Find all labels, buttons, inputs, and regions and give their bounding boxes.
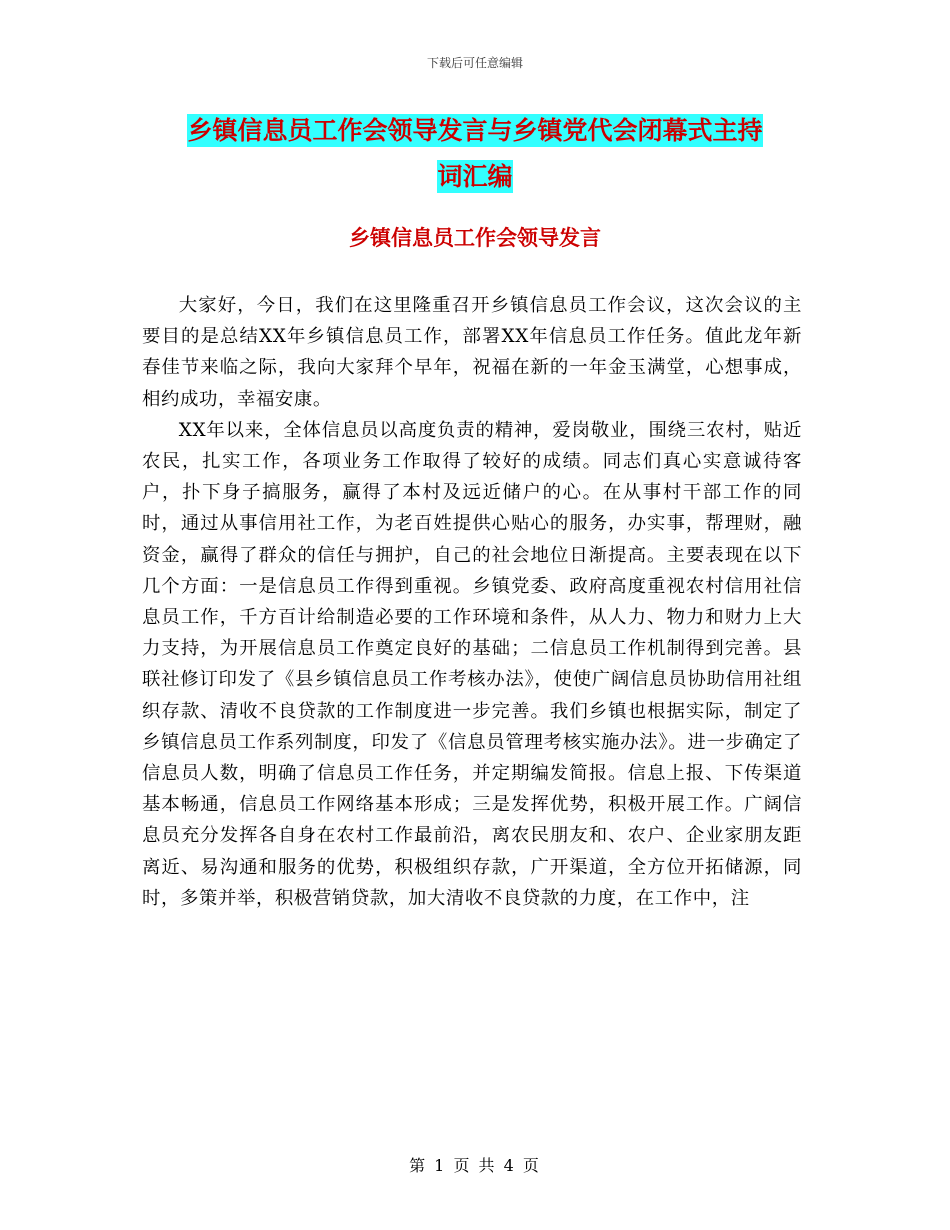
section-title: 乡镇信息员工作会领导发言 (349, 226, 601, 250)
body-text (142, 290, 802, 914)
document-title-line-2: 词汇编 (437, 162, 513, 191)
paragraph-2: XX年以来，全体信息员以高度负责的精神，爱岗敬业，围绕三农村，贴近农民，扎实工作，各项业务工作取得了较好的成绩。同志们真心实意诚待客户，扑下身子搞服务，赢得了本村及远近储户的心。在从事村干部工作的同时，通过从事信用社工作，为老百姓提供心贴心的服务，办实事，帮理财，融资金，赢得了群众的信任与拥护，自己的社会地位日渐提高。主要表现在以下几个方面：一是信息员工作得到重视。乡镇党委、政府高度重视农村信用社信息员工作，千方百计给制造必要的工作环境和条件，从人力、物力和财力上大力支持，为开展信息员工作奠定良好的基础；二信息员工作机制得到完善。县联社修订印发了《县乡镇信息员工作考核办法》，使使广阔信息员协助信用社组织存款、清收不良贷款的工作制度进一步完善。我们乡镇也根据实际，制定了乡镇信息员工作系列制度，印发了《信息员管理考核实施办法》。进一步确定了信息员人数，明确了信息员工作任务，并定期编发简报。信息上报、下传渠道基本畅通，信息员工作网络基本形成；三是发挥优势，积极开展工作。广阔信息员充分发挥各自身在农村工作最前沿，离农民朋友和、农户、企业家朋友距离近、易沟通和服务的优势，积极组织存款，广开渠道，全方位开拓储源，同时，多策并举，积极营销贷款，加大清收不良贷款的力度，在工作中，注 (142, 419, 802, 909)
document-title (140, 108, 810, 200)
header-note: 下载后可任意编辑 (426, 56, 523, 70)
document-title-line-1: 乡镇信息员工作会领导发言与乡镇党代会闭幕式主持 (187, 116, 763, 145)
page-footer: 第 1 页 共 4 页 (409, 1156, 541, 1175)
paragraph-1: 大家好，今日，我们在这里隆重召开乡镇信息员工作会议，这次会议的主要目的是总结XX年乡镇信息员工作，部署XX年信息员工作任务。值此龙年新春佳节来临之际，我向大家拜个早年，祝福在新的一年金玉满堂，心想事成，相约成功，幸福安康。 (142, 295, 802, 410)
